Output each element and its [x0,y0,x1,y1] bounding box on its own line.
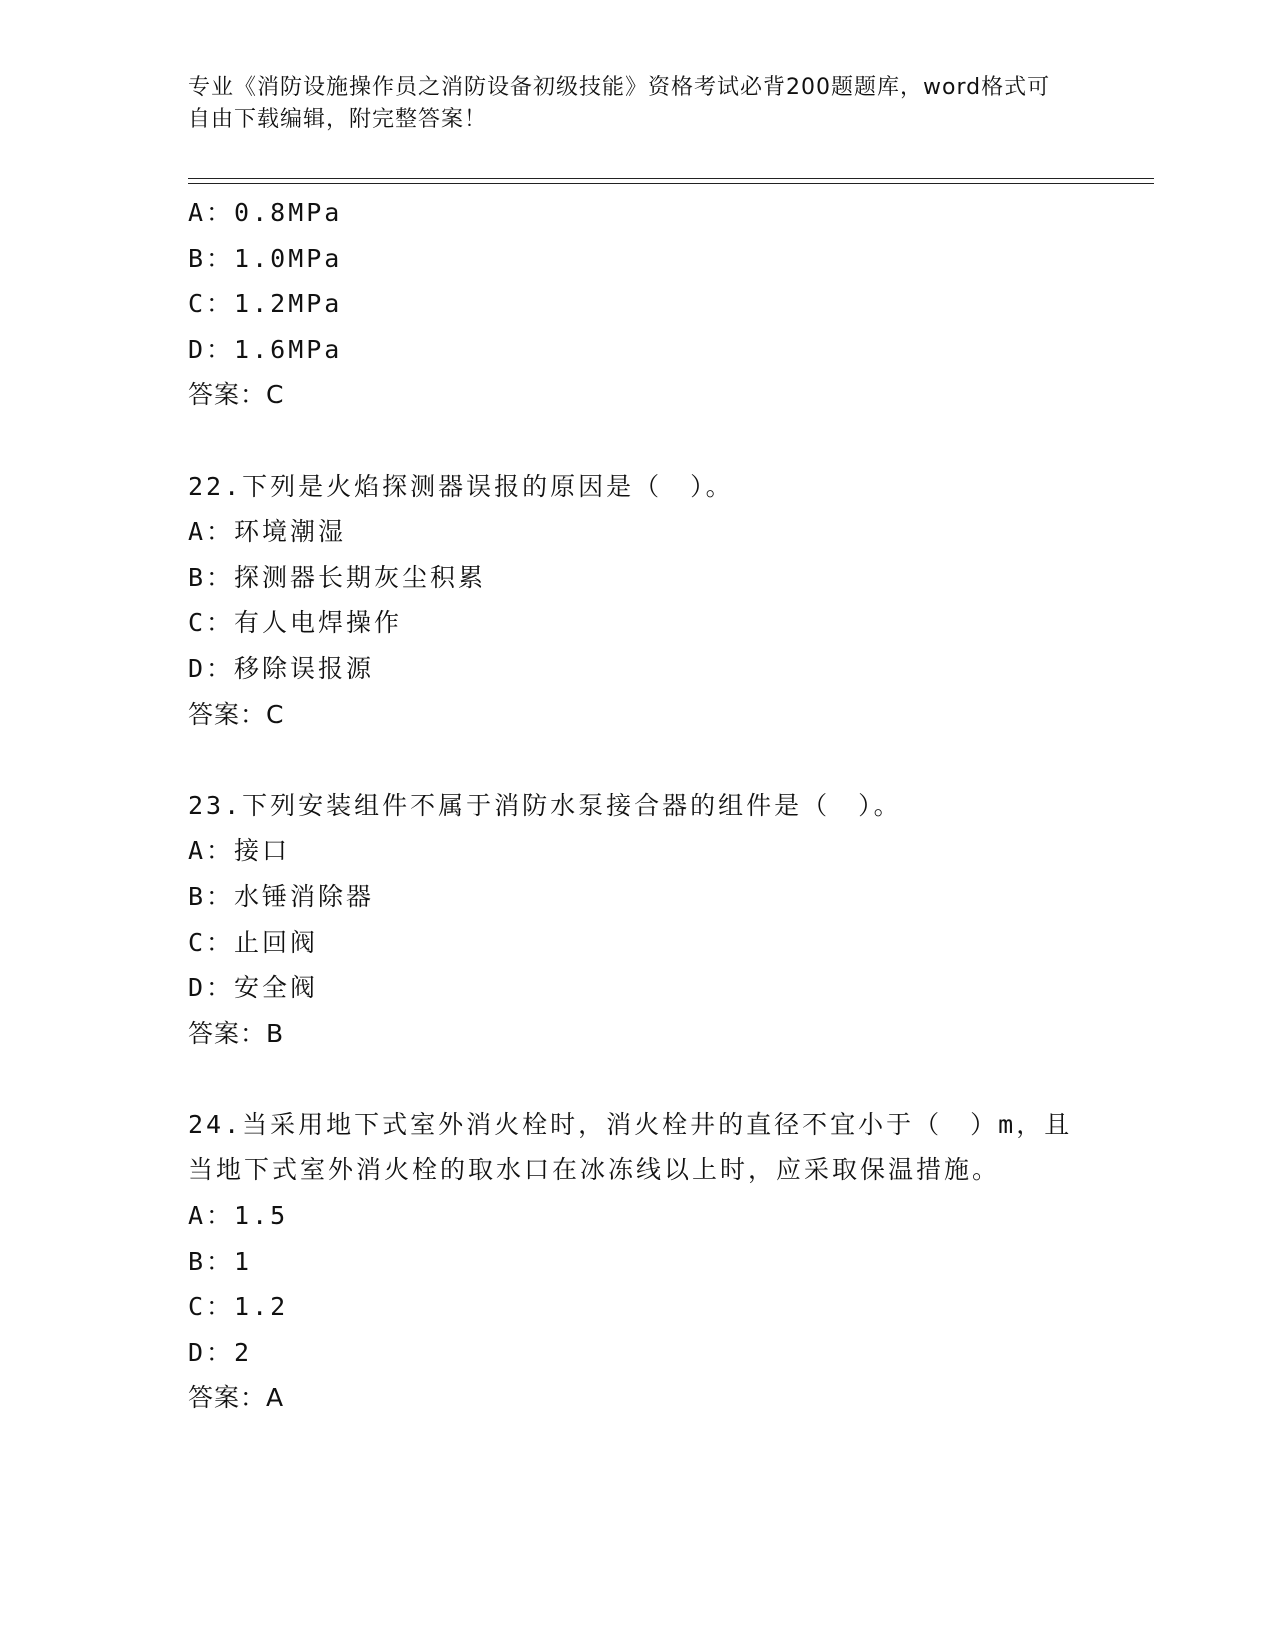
header-divider-bottom [188,183,1154,184]
answer: 答案：C [188,380,285,410]
option-a: A：0.8MPa [188,198,343,227]
option-d: D：2 [188,1337,253,1367]
question-21 [188,190,1088,418]
option-a: A：环境潮湿 [188,517,347,547]
question-stem: 24.当采用地下式室外消火栓时，消火栓井的直径不宜小于（ ）m，且当地下式室外消火栓的取水口在冰冻线以上时，应采取保温措施。 [188,1109,1073,1185]
document-header: 专业《消防设施操作员之消防设备初级技能》资格考试必背200题题库，word格式可自由下载编辑，附完整答案！ [188,75,1051,132]
question-23 [188,783,1088,1057]
question-24 [188,1102,1088,1421]
option-a: A：1.5 [188,1201,289,1231]
option-c: C：1.2MPa [188,289,343,319]
option-c: C：有人电焊操作 [188,608,403,638]
spacer [188,418,1088,464]
question-list [188,190,1088,1421]
answer: 答案：A [188,1383,285,1413]
spacer [188,1056,1088,1102]
header-divider-top [188,178,1154,179]
question-stem: 22.下列是火焰探测器误报的原因是（ ）。 [188,471,734,501]
option-c: C：1.2 [188,1292,289,1322]
spacer [188,737,1088,783]
option-d: D：1.6MPa [188,334,343,364]
option-b: B：探测器长期灰尘积累 [188,562,487,592]
answer: 答案：B [188,1018,285,1048]
answer: 答案：C [188,699,285,729]
option-c: C：止回阀 [188,927,319,957]
option-b: B：水锤消除器 [188,881,375,911]
option-d: D：安全阀 [188,973,319,1003]
question-22 [188,464,1088,738]
option-b: B：1.0MPa [188,243,343,273]
option-a: A：接口 [188,836,291,866]
option-b: B：1 [188,1246,253,1276]
question-stem: 23.下列安装组件不属于消防水泵接合器的组件是（ ）。 [188,790,902,820]
option-d: D：移除误报源 [188,653,375,683]
